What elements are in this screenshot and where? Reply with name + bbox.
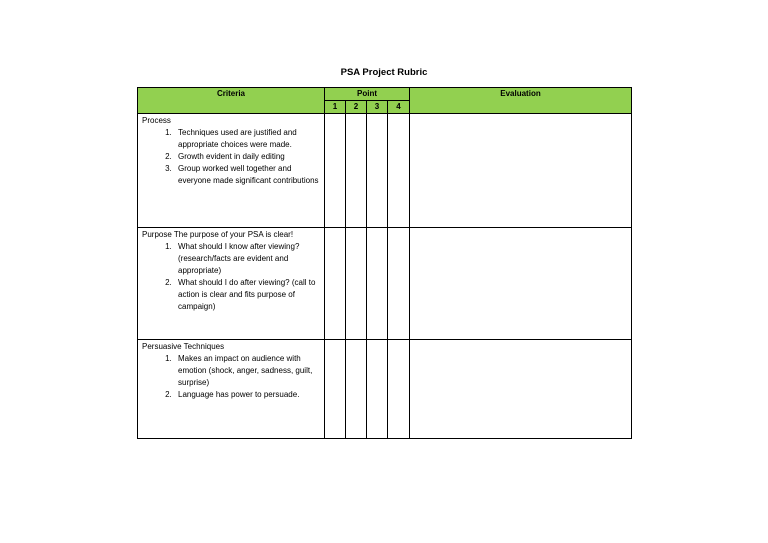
- criteria-heading: Process: [142, 116, 171, 125]
- criteria-cell: [138, 114, 325, 228]
- point-col-3: 3: [367, 101, 388, 114]
- table-row: [138, 228, 632, 340]
- list-item: 3. Group worked well together and everyone made significant contributions: [174, 163, 320, 187]
- point-col-4: 4: [388, 101, 410, 114]
- evaluation-cell[interactable]: [410, 228, 632, 340]
- table-row: [138, 114, 632, 228]
- evaluation-cell[interactable]: [410, 340, 632, 439]
- score-cell-3[interactable]: [367, 228, 388, 340]
- score-cell-1[interactable]: [325, 228, 346, 340]
- criteria-cell: [138, 228, 325, 340]
- header-row: [138, 88, 632, 101]
- evaluation-header: Evaluation: [410, 88, 632, 114]
- criteria-header: Criteria: [138, 88, 325, 114]
- score-cell-1[interactable]: [325, 340, 346, 439]
- score-cell-2[interactable]: [346, 114, 367, 228]
- score-cell-3[interactable]: [367, 340, 388, 439]
- criteria-list: [142, 353, 320, 401]
- list-item: 2. What should I do after viewing? (call to action is clear and fits purpose of campaign): [174, 277, 320, 313]
- score-cell-2[interactable]: [346, 340, 367, 439]
- evaluation-cell[interactable]: [410, 114, 632, 228]
- criteria-cell: [138, 340, 325, 439]
- score-cell-2[interactable]: [346, 228, 367, 340]
- criteria-heading: Persuasive Techniques: [142, 342, 225, 351]
- page-title: PSA Project Rubric: [340, 67, 428, 78]
- score-cell-3[interactable]: [367, 114, 388, 228]
- criteria-list: [142, 241, 320, 313]
- point-col-1: 1: [325, 101, 346, 114]
- score-cell-1[interactable]: [325, 114, 346, 228]
- list-item: 2. Language has power to persuade.: [174, 389, 320, 401]
- criteria-list: [142, 127, 320, 187]
- point-col-2: 2: [346, 101, 367, 114]
- score-cell-4[interactable]: [388, 340, 410, 439]
- table-row: [138, 340, 632, 439]
- list-item: 1. What should I know after viewing? (research/facts are evident and appropriate): [174, 241, 320, 277]
- list-item: 1. Makes an impact on audience with emotion (shock, anger, sadness, guilt, surprise): [174, 353, 320, 389]
- rubric-table: [137, 87, 632, 439]
- score-cell-4[interactable]: [388, 114, 410, 228]
- list-item: 1. Techniques used are justified and appropriate choices were made.: [174, 127, 320, 151]
- criteria-heading: Purpose The purpose of your PSA is clear!: [142, 230, 294, 239]
- score-cell-4[interactable]: [388, 228, 410, 340]
- list-item: 2. Growth evident in daily editing: [174, 151, 320, 163]
- point-header: Point: [325, 88, 410, 101]
